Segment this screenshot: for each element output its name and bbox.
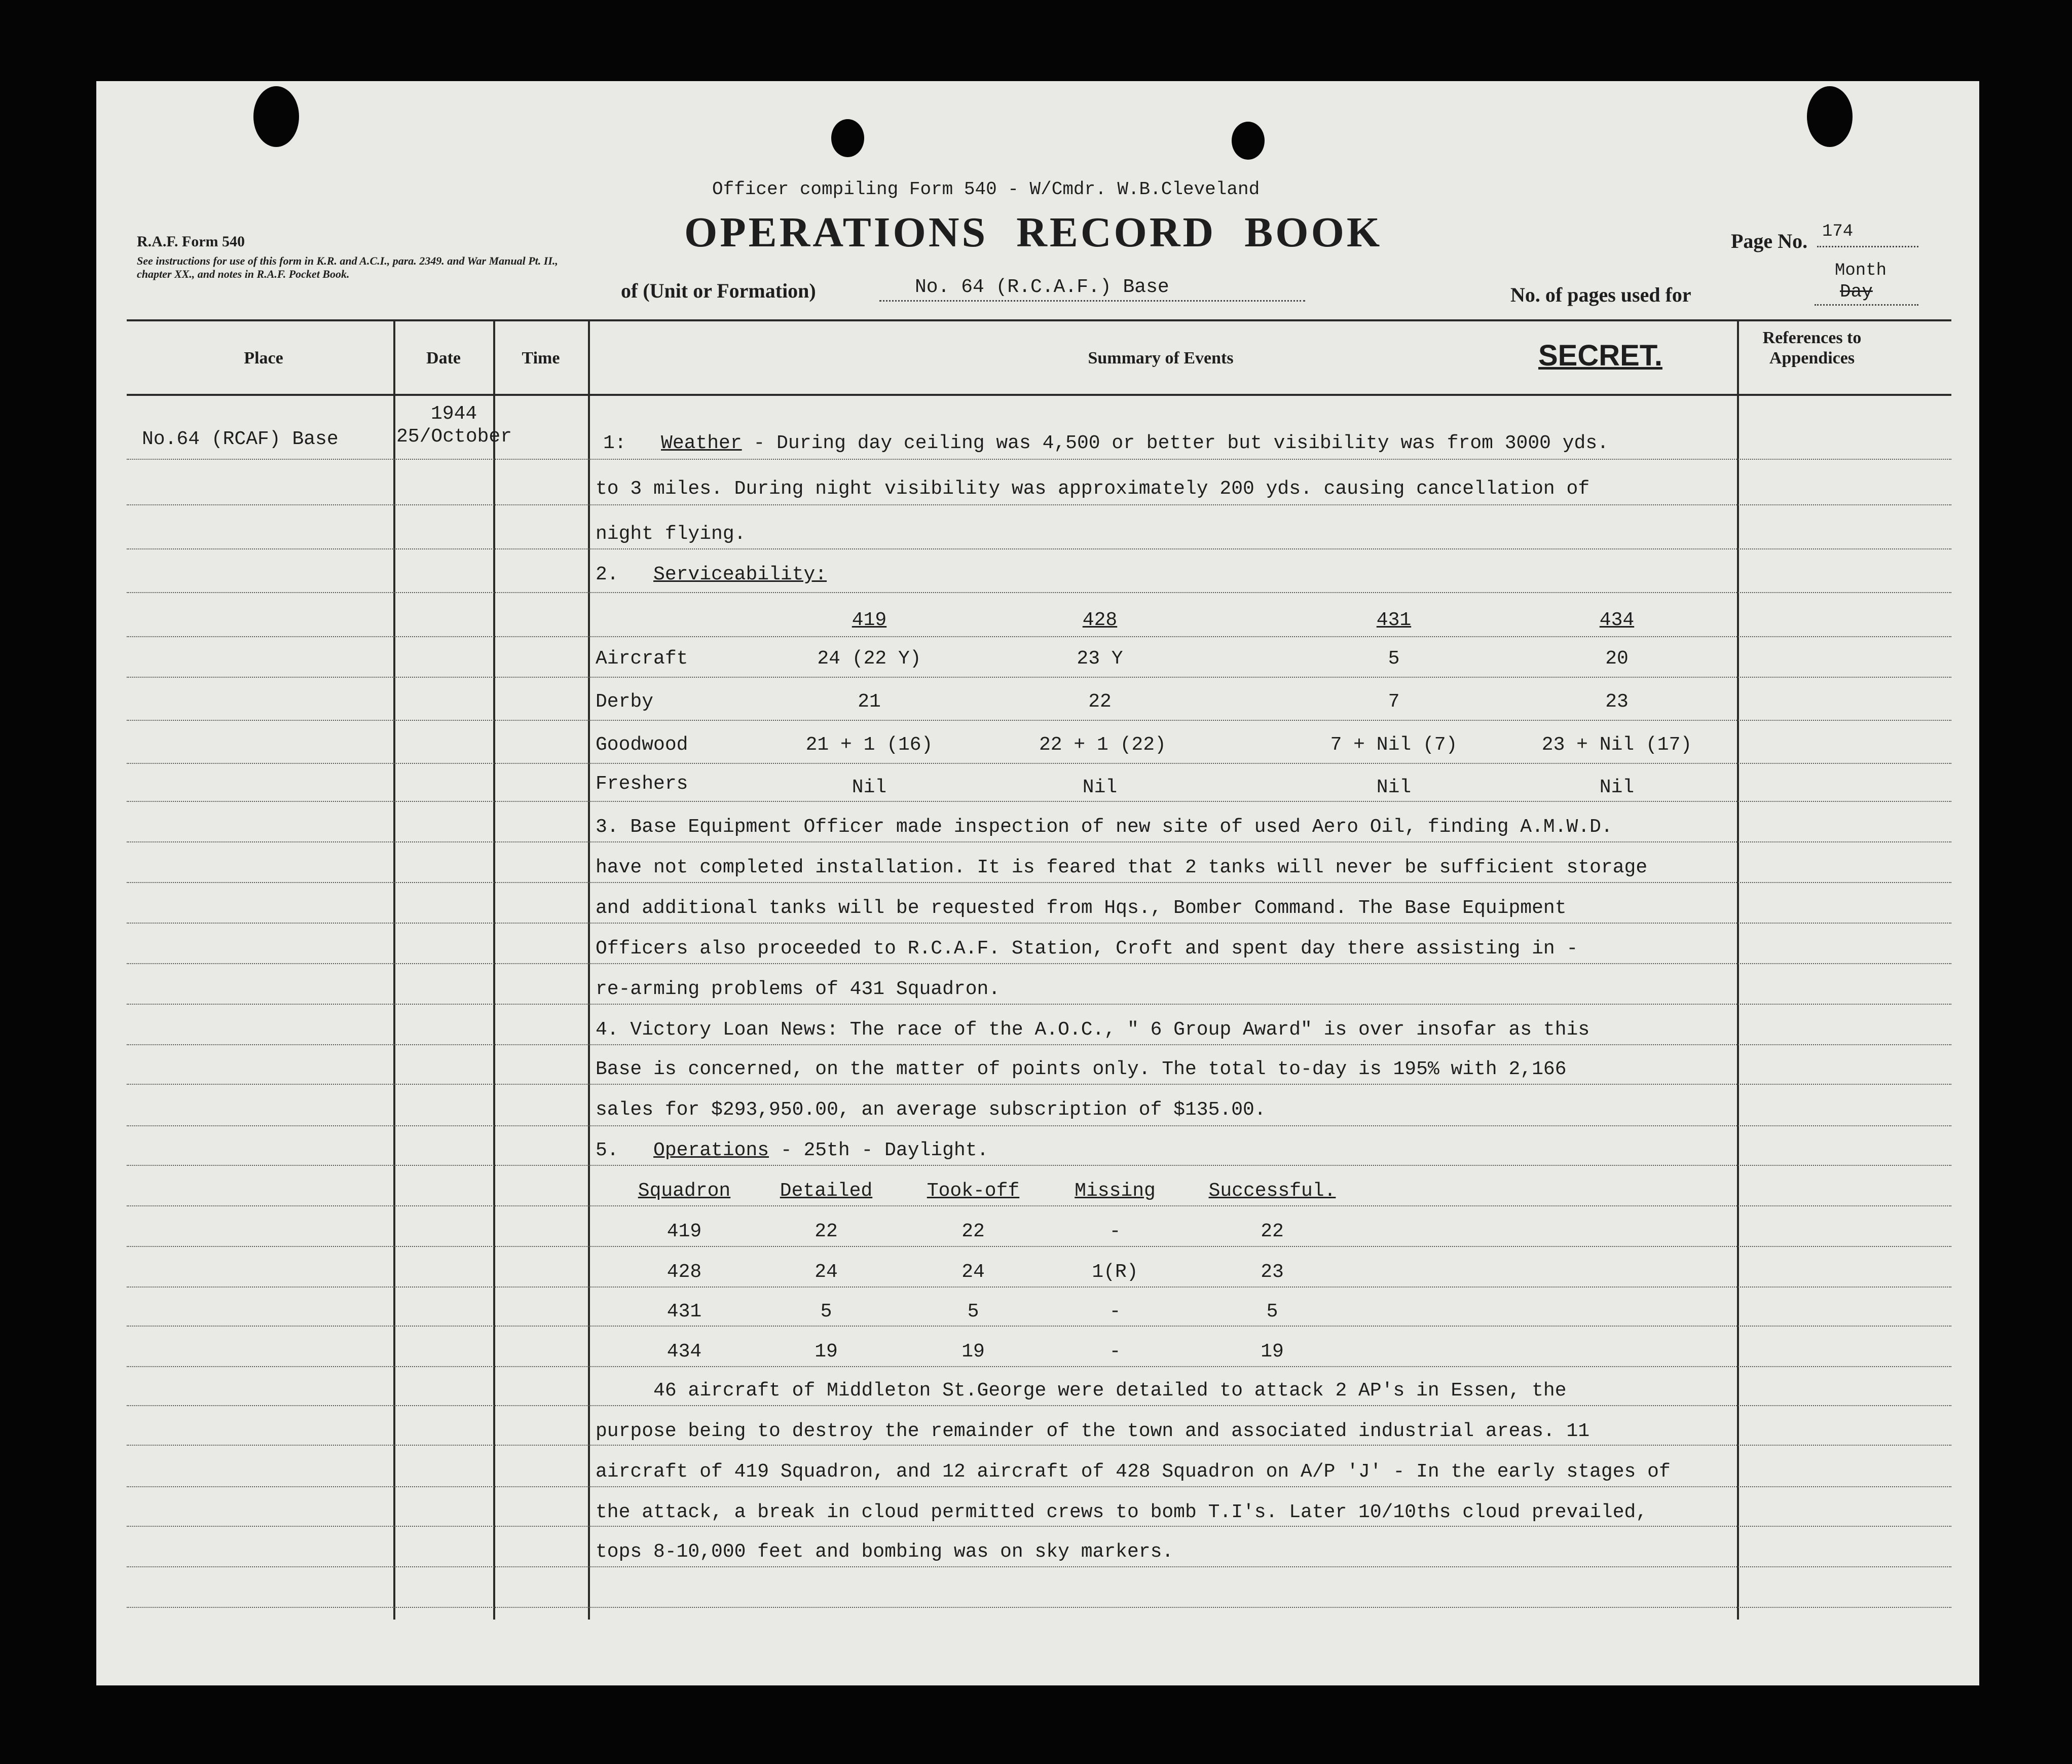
service-cell: 23 Y xyxy=(1077,648,1123,670)
secret-stamp: SECRET. xyxy=(1538,339,1662,372)
ops-header-missing: Missing xyxy=(1075,1180,1156,1202)
ruled-line xyxy=(127,801,1951,802)
entry-year: 1944 xyxy=(431,403,477,425)
form-540-page xyxy=(96,81,1979,1685)
victory-loan-text-2: Base is concerned, on the matter of points only. The total to-day is 195% with 2,166 xyxy=(596,1058,1567,1080)
entry-date: 25/October xyxy=(396,426,512,448)
service-cell: Nil xyxy=(1376,777,1412,798)
operations-line xyxy=(596,1140,988,1161)
column-header-place: Place xyxy=(244,349,283,368)
service-cell: Nil xyxy=(852,777,887,798)
unit-value: No. 64 (R.C.A.F.) Base xyxy=(915,276,1169,298)
narrative-text-2: purpose being to destroy the remainder of the town and associated industrial areas. 11 xyxy=(596,1420,1590,1442)
ruled-line xyxy=(127,1566,1951,1567)
service-cell: 22 + 1 (22) xyxy=(1039,734,1166,756)
service-row-label: Derby xyxy=(596,691,654,713)
ruled-line xyxy=(127,1526,1951,1527)
ruled-line xyxy=(127,1486,1951,1487)
equipment-text-1: 3. Base Equipment Officer made inspection of new site of used Aero Oil, finding A.M.W.D. xyxy=(596,816,1613,838)
month-label: Month xyxy=(1835,261,1887,280)
ops-header-detailed: Detailed xyxy=(780,1180,873,1202)
page-number-underline xyxy=(1817,246,1918,247)
ruled-line xyxy=(127,1004,1951,1005)
ruled-line xyxy=(127,1607,1951,1608)
pages-used-value: Day xyxy=(1840,281,1873,302)
ruled-line xyxy=(127,720,1951,721)
service-cell: 21 + 1 (16) xyxy=(805,734,933,756)
ops-cell: 19 xyxy=(961,1341,985,1363)
ruled-line xyxy=(127,1084,1951,1085)
ruled-line xyxy=(127,548,1951,549)
victory-loan-text-1: 4. Victory Loan News: The race of the A.O.C., " 6 Group Award" is over insofar as this xyxy=(596,1019,1590,1041)
ruled-line xyxy=(127,636,1951,637)
weather-heading: Weather xyxy=(661,432,742,454)
ruled-line xyxy=(127,504,1951,505)
service-cell: Nil xyxy=(1082,777,1118,798)
operations-number: 5. xyxy=(596,1140,619,1161)
ops-cell: 22 xyxy=(961,1221,985,1242)
column-divider-place xyxy=(393,319,395,1620)
operations-heading: Operations xyxy=(653,1140,769,1161)
narrative-text-1: 46 aircraft of Middleton St.George were detailed to attack 2 AP's in Essen, the xyxy=(596,1380,1567,1402)
ops-cell: 23 xyxy=(1261,1261,1284,1283)
ops-cell: - xyxy=(1109,1341,1121,1363)
ops-cell: - xyxy=(1109,1301,1121,1322)
ops-cell: 5 xyxy=(820,1301,832,1322)
pages-used-label: No. of pages used for xyxy=(1510,283,1691,306)
ops-cell: 1(R) xyxy=(1092,1261,1138,1283)
ruled-line xyxy=(127,1287,1951,1288)
column-divider-time xyxy=(588,319,590,1620)
weather-number: 1: xyxy=(603,432,626,454)
service-row-label: Freshers xyxy=(596,773,688,795)
ruled-line xyxy=(127,1044,1951,1045)
column-header-date: Date xyxy=(426,349,461,368)
equipment-text-3: and additional tanks will be requested from Hqs., Bomber Command. The Base Equipment xyxy=(596,897,1567,919)
punch-hole-left xyxy=(253,86,299,147)
form-instructions: See instructions for use of this form in K.R. and A.C.I., para. 2349. and War Manual Pt. II., chapter XX., and notes in R.A.F. Pocket Book. xyxy=(137,254,558,280)
unit-label: of (Unit or Formation) xyxy=(621,279,816,302)
ruled-line xyxy=(127,1125,1951,1126)
equipment-text-2: have not completed installation. It is feared that 2 tanks will never be sufficient storage xyxy=(596,857,1648,878)
weather-text-1: - During day ceiling was 4,500 or better but visibility was from 3000 yds. xyxy=(753,432,1609,454)
ops-cell: 431 xyxy=(667,1301,702,1322)
service-cell: 20 xyxy=(1605,648,1629,670)
ruled-line xyxy=(127,882,1951,883)
squadron-col-428: 428 xyxy=(1082,609,1118,631)
table-top-rule xyxy=(127,319,1951,321)
page-number-label: Page No. xyxy=(1731,230,1808,252)
weather-text-2: to 3 miles. During night visibility was approximately 200 yds. causing cancellation of xyxy=(596,478,1590,500)
page-title: OPERATIONS RECORD BOOK xyxy=(684,209,1383,256)
equipment-text-5: re-arming problems of 431 Squadron. xyxy=(596,978,1001,1000)
ops-cell: 434 xyxy=(667,1341,702,1363)
ops-cell: 419 xyxy=(667,1221,702,1242)
ruled-line xyxy=(127,459,1951,460)
service-cell: Nil xyxy=(1599,777,1635,798)
column-divider-date xyxy=(493,319,495,1620)
ruled-line xyxy=(127,1165,1951,1166)
narrative-text-4: the attack, a break in cloud permitted crews to bomb T.I's. Later 10/10ths cloud prevailed, xyxy=(596,1501,1648,1523)
ops-cell: 19 xyxy=(815,1341,838,1363)
service-cell: 7 + Nil (7) xyxy=(1330,734,1458,756)
service-cell: 21 xyxy=(858,691,881,713)
service-cell: 7 xyxy=(1388,691,1400,713)
ops-header-squadron: Squadron xyxy=(638,1180,731,1202)
column-header-references: References to Appendices xyxy=(1762,328,1862,368)
serviceability-number: 2. xyxy=(596,564,619,585)
ruled-line xyxy=(127,592,1951,593)
ops-cell: 22 xyxy=(815,1221,838,1242)
ops-header-successful: Successful. xyxy=(1208,1180,1336,1202)
ruled-line xyxy=(127,763,1951,764)
service-row-label: Aircraft xyxy=(596,648,688,670)
equipment-text-4: Officers also proceeded to R.C.A.F. Station, Croft and spent day there assisting in - xyxy=(596,938,1578,960)
ops-cell: 24 xyxy=(961,1261,985,1283)
ops-cell: - xyxy=(1109,1221,1121,1242)
ruled-line xyxy=(127,1366,1951,1367)
service-cell: 23 xyxy=(1605,691,1629,713)
ruled-line xyxy=(127,1445,1951,1446)
squadron-col-434: 434 xyxy=(1599,609,1635,631)
punch-hole-center-left xyxy=(831,119,864,157)
weather-line xyxy=(603,432,1609,454)
ruled-line xyxy=(127,1405,1951,1406)
ops-cell: 5 xyxy=(1266,1301,1278,1322)
ops-cell: 428 xyxy=(667,1261,702,1283)
ops-cell: 24 xyxy=(815,1261,838,1283)
narrative-text-5: tops 8-10,000 feet and bombing was on sky markers. xyxy=(596,1541,1174,1563)
narrative-text-3: aircraft of 419 Squadron, and 12 aircraft of 428 Squadron on A/P 'J' - In the early stages of xyxy=(596,1461,1671,1483)
ruled-line xyxy=(127,963,1951,964)
ruled-line xyxy=(127,841,1951,842)
service-row-label: Goodwood xyxy=(596,734,688,756)
entry-place: No.64 (RCAF) Base xyxy=(142,428,339,450)
column-divider-references xyxy=(1737,319,1739,1620)
form-number: R.A.F. Form 540 xyxy=(137,233,245,250)
squadron-col-431: 431 xyxy=(1376,609,1412,631)
ruled-line xyxy=(127,1326,1951,1327)
pages-used-underline xyxy=(1815,304,1918,306)
compiling-officer: Officer compiling Form 540 - W/Cmdr. W.B.Cleveland xyxy=(712,179,1260,200)
ruled-line xyxy=(127,923,1951,924)
serviceability-line xyxy=(596,564,827,585)
squadron-col-419: 419 xyxy=(852,609,887,631)
ruled-line xyxy=(127,677,1951,678)
column-header-time: Time xyxy=(522,349,560,368)
weather-text-3: night flying. xyxy=(596,523,746,545)
service-cell: 5 xyxy=(1388,648,1400,670)
service-cell: 23 + Nil (17) xyxy=(1541,734,1692,756)
header-bottom-rule xyxy=(127,394,1951,396)
operations-subheading: - 25th - Daylight. xyxy=(780,1140,989,1161)
ops-cell: 19 xyxy=(1261,1341,1284,1363)
ruled-line xyxy=(127,1246,1951,1247)
page-number-value: 174 xyxy=(1822,222,1854,241)
ruled-line xyxy=(127,1205,1951,1206)
unit-underline xyxy=(879,300,1305,302)
ops-header-took-off: Took-off xyxy=(927,1180,1020,1202)
column-header-summary: Summary of Events xyxy=(1088,349,1234,368)
service-cell: 24 (22 Y) xyxy=(817,648,921,670)
ops-cell: 5 xyxy=(967,1301,979,1322)
ops-cell: 22 xyxy=(1261,1221,1284,1242)
victory-loan-text-3: sales for $293,950.00, an average subscription of $135.00. xyxy=(596,1099,1266,1121)
punch-hole-center-right xyxy=(1232,122,1265,160)
punch-hole-right xyxy=(1807,86,1853,147)
serviceability-heading: Serviceability: xyxy=(653,564,827,585)
service-cell: 22 xyxy=(1088,691,1112,713)
